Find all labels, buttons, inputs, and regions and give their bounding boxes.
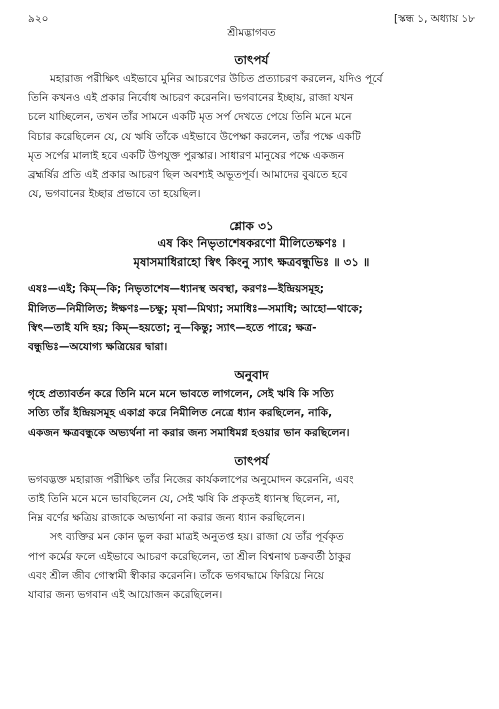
text-line: নিম্ন বর্ণের ক্ষত্রিয় রাজাকে অভ্যর্থনা না করার জন্য ধ্যান করছিলেন। (28, 512, 305, 525)
page-number: ৯২০ (28, 13, 49, 25)
text-line: মহারাজ পরীক্ষিৎ এইভাবে মুনির আচরণের উচিত প্রত্যাচরণ করলেন, যদিও পূর্বে (50, 73, 383, 85)
book-title: শ্রীমদ্ভাগবত (227, 27, 276, 39)
text-line: পাপ কর্মের ফলে এইভাবে আচরণ করেছিলেন, তা শ্রীল বিশ্বনাথ চক্রবর্তী ঠাকুর (28, 550, 351, 563)
text-line: সত্যি তাঁর ইন্দ্রিয়সমূহ একাগ্র করে নিমীলিত নেত্রে ধ্যান করছিলেন, নাকি, (28, 407, 333, 420)
running-header (28, 12, 475, 26)
text-line: এষঃ—এই; কিম্—কি; নিভৃতাশেষ—ধ্যানস্থ অবস্থা, করণঃ—ইন্দ্রিয়সমূহ; (28, 283, 325, 296)
translation-paragraph (28, 385, 475, 443)
text-line: সৎ ব্যক্তির মন কোন ভুল করা মাত্রই অনুতপ্ত হয়। রাজা যে তাঁর পূর্বকৃত (50, 531, 344, 544)
text-line: স্বিৎ—তাই যদি হয়; কিম্—হয়তো; নু—কিন্তু; স্যাৎ—হতে পারে; ক্ষত্র- (28, 321, 317, 334)
text-line: তিনি কখনও এই প্রকার নির্বোধ আচরণ করেননি। ভগবানের ইচ্ছায়, রাজা যখন (28, 92, 354, 105)
purport-heading: তাৎপর্য (234, 453, 269, 468)
purport-paragraph (28, 471, 475, 605)
text-line: এবং শ্রীল জীব গোস্বামী স্বীকার করেননি। তাঁকে ভগবদ্ধামে ফিরিয়ে নিয়ে (28, 569, 325, 582)
verse-line-1: এষ কিং নিভৃতাশেষকরণো মীলিতেক্ষণঃ । (157, 236, 346, 251)
text-line: গৃহে প্রত্যাবর্তন করে তিনি মনে মনে ভাবতে লাগলেন, সেই ঋষি কি সত্যি (28, 388, 334, 401)
synonyms-paragraph (28, 280, 475, 357)
text-line: বন্ধুভিঃ—অযোগ্য ক্ষত্রিয়ের দ্বারা। (28, 341, 168, 354)
text-line: মীলিত—নিমীলিত; ঈক্ষণঃ—চক্ষু; মৃষা—মিথ্যা; সমাধিঃ—সমাধি; আহো—থাকে; (28, 302, 363, 315)
verse-line-2: মৃষাসমাধিরাহো স্বিৎ কিংনু স্যাৎ ক্ষত্রবন্ধুভিঃ ॥ ৩১ ॥ (133, 255, 370, 270)
translation-heading: অনুবাদ (234, 368, 269, 383)
text-line: যে, ভগবানের ইচ্ছার প্রভাবে তা হয়েছিল। (28, 188, 201, 201)
text-line: ব্রহ্মর্ষির প্রতি এই প্রকার আচরণ ছিল অবশ্যই অভূতপূর্ব। আমাদের বুঝতে হবে (28, 169, 348, 182)
chapter-reference: [স্কন্ধ ১, অধ্যায় ১৮ (393, 13, 475, 25)
verse-heading: শ্লোক ৩১ (229, 219, 274, 234)
text-line: মৃত সর্পের মালাই হবে একটি উপযুক্ত পুরস্কার। সাধারণ মানুষের পক্ষে একজন (28, 149, 345, 162)
book-title-row (28, 26, 475, 40)
purport-paragraph (28, 70, 475, 204)
purport-heading: তাৎপর্য (234, 53, 269, 67)
text-line: একজন ক্ষত্রবন্ধুকে অভ্যর্থনা না করার জন্য সমাধিমগ্ন হওয়ার ভান করছিলেন। (28, 426, 350, 439)
text-line: তাই তিনি মনে মনে ভাবছিলেন যে, সেই ঋষি কি প্রকৃতই ধ্যানস্থ ছিলেন, না, (28, 493, 340, 506)
text-line: যাবার জন্য ভগবান এই আয়োজন করেছিলেন। (28, 589, 223, 602)
text-line: বিচার করেছিলেন যে, যে ঋষি তাঁকে এইভাবে উপেক্ষা করলেন, তাঁর পক্ষে একটি (28, 130, 361, 143)
text-line: ভগবদ্ভক্ত মহারাজ পরীক্ষিৎ তাঁর নিজের কার্যকলাপের অনুমোদন করেননি, এবং (28, 473, 354, 486)
text-line: চলে যাচ্ছিলেন, তখন তাঁর সামনে একটি মৃত সর্প দেখতে পেয়ে তিনি মনে মনে (28, 111, 352, 124)
